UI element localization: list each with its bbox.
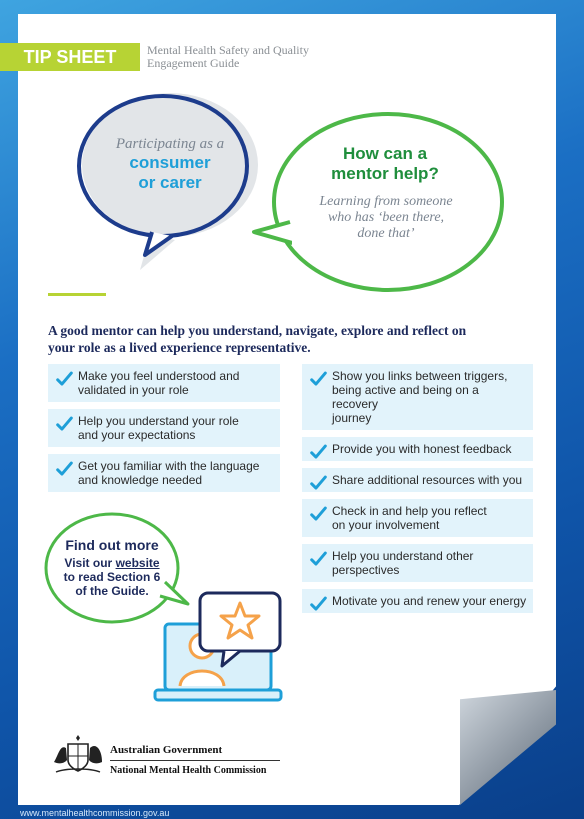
checkmark-icon — [310, 506, 327, 522]
benefits-list-right — [302, 364, 533, 620]
section-divider — [48, 293, 106, 296]
intro-text: A good mentor can help you understand, navigate, explore and reflect on your role as a lived experience representative. — [48, 323, 467, 355]
guide-subtitle: Mental Health Safety and Quality Engagement Guide — [147, 43, 309, 70]
list-item: Motivate you and renew your energy — [302, 589, 533, 613]
checkmark-icon — [56, 416, 73, 432]
tip-sheet-badge: TIP SHEET — [0, 43, 140, 71]
laptop-mentor-icon — [155, 593, 281, 700]
list-item: Check in and help you reflect on your involvement — [302, 499, 533, 537]
checkmark-icon — [310, 475, 327, 491]
list-item: Provide you with honest feedback — [302, 437, 533, 461]
benefits-list-left — [48, 364, 280, 499]
coat-of-arms-logo — [50, 734, 106, 776]
list-item: Share additional resources with you — [302, 468, 533, 492]
bubble-right-subtitle: Learning from someone who has ‘been there, done that’ — [319, 194, 453, 241]
website-link[interactable]: website — [115, 556, 160, 570]
government-logo-text: Australian Government National Mental Health Commission — [110, 744, 280, 776]
page-curl — [460, 690, 556, 805]
checkmark-icon — [310, 551, 327, 567]
bubble-left-heading: consumer or carer — [129, 153, 211, 192]
bubble-left-pretext: Participating as a — [115, 136, 225, 152]
checkmark-icon — [310, 444, 327, 460]
checkmark-icon — [310, 371, 327, 387]
speech-bubbles-illustration — [0, 0, 584, 300]
bubble-right-title: How can a mentor help? — [331, 144, 439, 183]
list-item: Get you familiar with the language and knowledge needed — [48, 454, 280, 492]
checkmark-icon — [56, 371, 73, 387]
list-item: Help you understand your role and your expectations — [48, 409, 280, 447]
list-item: Show you links between triggers, being active and being on a recovery journey — [302, 364, 533, 430]
find-out-more-illustration — [0, 500, 300, 710]
checkmark-icon — [310, 596, 327, 612]
list-item: Help you understand other perspectives — [302, 544, 533, 582]
find-out-more-callout: Find out more Visit our website to read Section 6 of the Guide. — [63, 537, 161, 598]
checkmark-icon — [56, 461, 73, 477]
footer-url[interactable]: www.mentalhealthcommission.gov.au — [20, 808, 170, 818]
list-item: Make you feel understood and validated in your role — [48, 364, 280, 402]
